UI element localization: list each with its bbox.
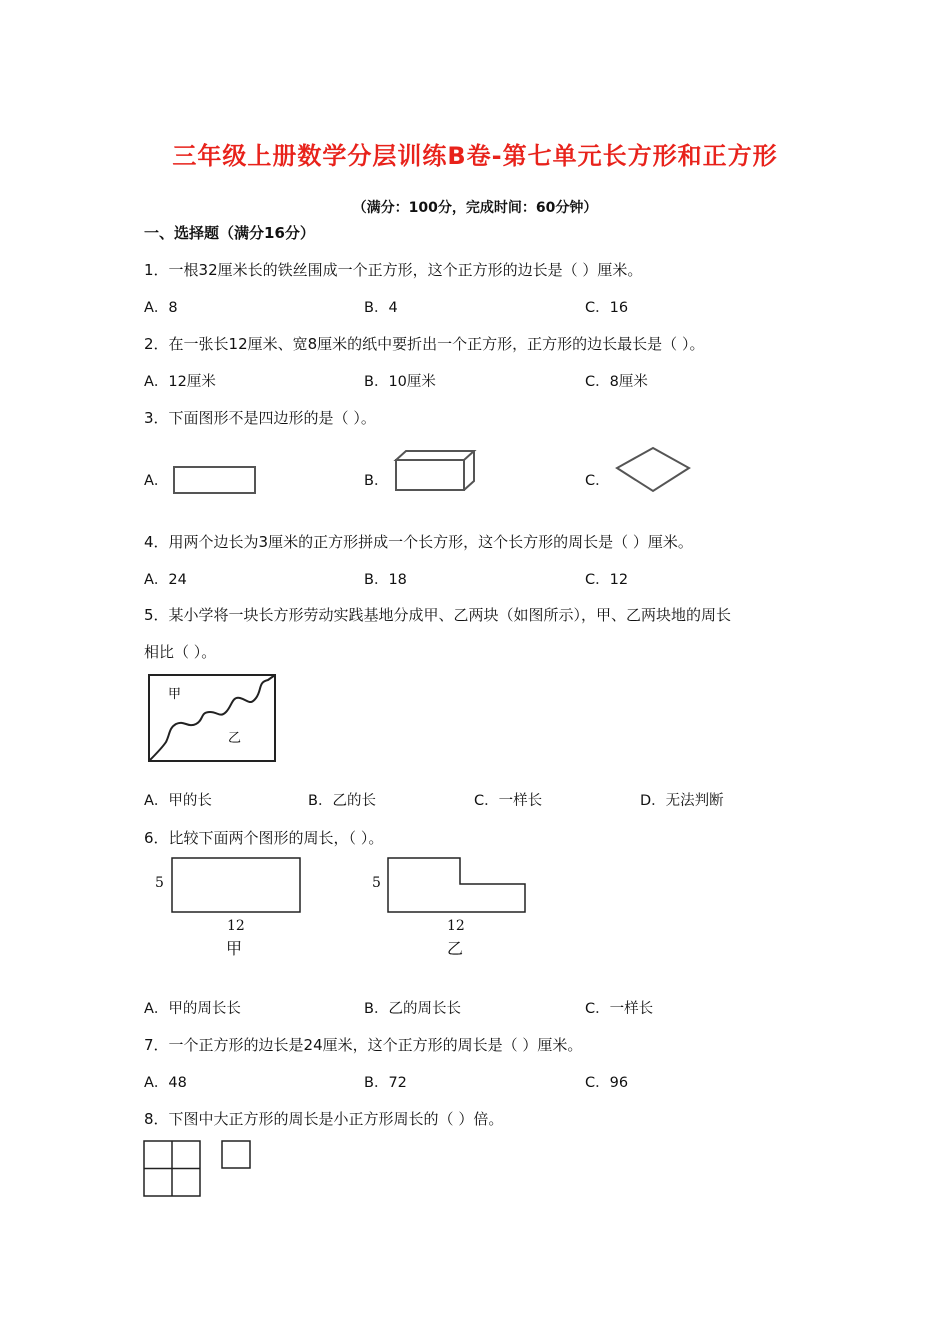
shape-jia-figure xyxy=(170,857,302,915)
q7-option-c: C．96 xyxy=(585,1075,629,1091)
question-3: 3．下面图形不是四边形的是（ ）。 xyxy=(144,409,376,427)
section-heading: 一、选择题（满分16分） xyxy=(144,224,315,242)
q5-option-d: D．无法判断 xyxy=(640,793,724,809)
q6-option-c: C．一样长 xyxy=(585,1001,654,1017)
q2-option-a: A．12厘米 xyxy=(144,374,216,390)
shape-jia-name: 甲 xyxy=(226,939,243,958)
q6-option-a: A．甲的周长长 xyxy=(144,1001,241,1017)
jia-label: 甲 xyxy=(168,687,182,702)
question-6: 6．比较下面两个图形的周长，（ ）。 xyxy=(144,829,384,847)
question-8: 8．下图中大正方形的周长是小正方形周长的（ ）倍。 xyxy=(144,1110,504,1128)
small-square-figure xyxy=(221,1140,253,1170)
q3-option-b: B． xyxy=(364,473,389,489)
q5-option-b: B．乙的长 xyxy=(308,793,376,809)
question-1: 1．一根32厘米长的铁丝围成一个正方形，这个正方形的边长是（ ）厘米。 xyxy=(144,261,643,279)
q6-option-b: B．乙的周长长 xyxy=(364,1001,461,1017)
shape-yi-side-label: 5 xyxy=(372,875,381,891)
q2-option-c: C．8厘米 xyxy=(585,374,648,390)
q7-option-a: A．48 xyxy=(144,1075,187,1091)
q7-option-b: B．72 xyxy=(364,1075,407,1091)
rectangle-figure xyxy=(170,462,260,498)
q3-option-a: A． xyxy=(144,473,169,489)
q1-option-a: A．8 xyxy=(144,300,178,316)
q2-option-b: B．10厘米 xyxy=(364,374,436,390)
shape-yi-figure xyxy=(386,857,528,915)
cuboid-figure xyxy=(390,448,482,496)
page-title: 三年级上册数学分层训练B卷-第七单元长方形和正方形 xyxy=(172,142,778,170)
q4-option-a: A．24 xyxy=(144,572,187,588)
large-square-figure xyxy=(143,1140,203,1198)
shape-jia-side-label: 5 xyxy=(155,875,164,891)
question-2: 2．在一张长12厘米、宽8厘米的纸中要折出一个正方形，正方形的边长最长是（ ）。 xyxy=(144,335,705,353)
question-7: 7．一个正方形的边长是24厘米，这个正方形的周长是（ ）厘米。 xyxy=(144,1036,583,1054)
field-division-figure xyxy=(144,672,280,766)
rhombus-figure xyxy=(612,444,694,496)
question-5-line2: 相比（ ）。 xyxy=(144,643,217,661)
q1-option-c: C．16 xyxy=(585,300,629,316)
q1-option-b: B．4 xyxy=(364,300,398,316)
q4-option-b: B．18 xyxy=(364,572,407,588)
question-4: 4．用两个边长为3厘米的正方形拼成一个长方形，这个长方形的周长是（ ）厘米。 xyxy=(144,533,693,551)
shape-yi-name: 乙 xyxy=(447,939,464,958)
q3-option-c: C． xyxy=(585,473,610,489)
shape-jia-bottom-label: 12 xyxy=(227,918,245,934)
shape-yi-bottom-label: 12 xyxy=(447,918,465,934)
page-subtitle: （满分：100分，完成时间：60分钟） xyxy=(352,200,598,216)
q4-option-c: C．12 xyxy=(585,572,629,588)
q5-option-a: A．甲的长 xyxy=(144,793,212,809)
q5-option-c: C．一样长 xyxy=(474,793,543,809)
question-5: 5．某小学将一块长方形劳动实践基地分成甲、乙两块（如图所示），甲、乙两块地的周长 xyxy=(144,606,732,624)
yi-label: 乙 xyxy=(228,731,242,746)
